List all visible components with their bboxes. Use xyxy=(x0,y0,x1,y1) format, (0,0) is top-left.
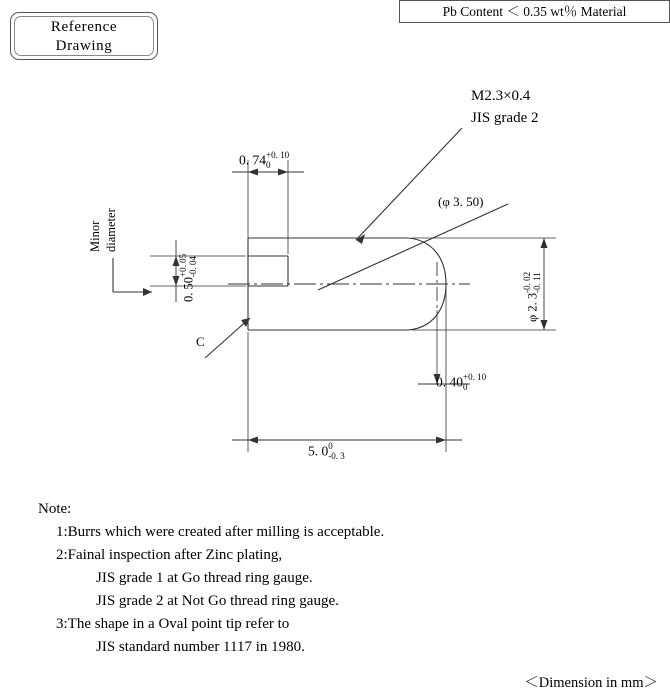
tip-radius-tol-upper: +0. 10 xyxy=(463,372,487,382)
minor-dia-arrow xyxy=(143,288,152,296)
tip-radius-value xyxy=(436,374,486,393)
slot-depth-nominal: 0. 50 xyxy=(181,277,196,302)
thread-spec-line1: M2.3×0.4 xyxy=(471,88,531,104)
tip-radius-nominal: 0. 40 xyxy=(436,374,463,390)
head-dia-leader xyxy=(318,204,508,290)
dimension-unit-note: ＜Dimension in mm＞ xyxy=(524,675,658,691)
slot-depth-tolerance xyxy=(179,254,198,277)
slot-width-tolerance xyxy=(266,151,289,170)
note-item-2b: JIS grade 2 at Not Go thread ring gauge. xyxy=(96,593,339,609)
pb-content-box: Pb Content ＜ 0.35 wt％ Material xyxy=(399,0,670,23)
overall-length-tol-upper: 0 xyxy=(328,441,333,451)
dim-arrow-len-right xyxy=(436,437,446,444)
slot-width-tol-lower: 0 xyxy=(266,159,271,170)
minor-diameter-line2: diameter xyxy=(104,208,118,252)
major-dia-nominal: φ 2. 3 xyxy=(525,292,540,322)
notes-block xyxy=(38,498,638,659)
slot-depth-tol-upper: +0. 05 xyxy=(178,253,188,277)
dim-arrow-dia-top xyxy=(541,238,548,248)
reference-drawing-line2: Drawing xyxy=(55,38,113,54)
thread-spec-line2: JIS grade 2 xyxy=(471,110,539,126)
note-item-2a: JIS grade 1 at Go thread ring gauge. xyxy=(96,570,313,586)
head-dia-ref-label: (φ 3. 50) xyxy=(438,194,484,209)
chamfer-label: C xyxy=(196,334,205,349)
major-dia-tol-upper: -0. 02 xyxy=(522,271,532,293)
minor-diameter-line1: Minor xyxy=(88,220,102,252)
note-item-1: 1:Burrs which were created after milling is acceptable. xyxy=(56,524,385,540)
slot-width-tol-upper: +0. 10 xyxy=(266,150,290,160)
thread-spec-leader xyxy=(356,128,462,240)
tip-radius-tol-lower: 0 xyxy=(463,381,468,392)
reference-drawing-line1: Reference xyxy=(50,19,118,35)
overall-length-value xyxy=(308,443,345,462)
note-item-3a: JIS standard number 1117 in 1980. xyxy=(96,639,305,655)
note-item-3: 3:The shape in a Oval point tip refer to xyxy=(56,616,290,632)
overall-length-nominal: 5. 0 xyxy=(308,443,329,459)
overall-length-tol-lower: -0. 3 xyxy=(328,450,345,461)
notes-title: Note: xyxy=(38,501,72,517)
major-dia-tolerance xyxy=(523,272,542,293)
overall-length-tolerance xyxy=(328,442,345,461)
major-dia-value xyxy=(524,272,543,322)
note-item-2: 2:Fainal inspection after Zinc plating, xyxy=(56,547,283,563)
slot-depth-tol-lower: -0. 04 xyxy=(187,256,198,277)
reference-drawing-label xyxy=(11,18,157,56)
slot-depth-value xyxy=(180,254,199,302)
tip-radius-tolerance xyxy=(463,373,486,392)
dim-arrow-depth-bottom xyxy=(173,276,180,286)
chamfer-leader xyxy=(205,318,250,358)
slot-width-value xyxy=(239,152,289,171)
major-dia-tol-lower: -0. 11 xyxy=(531,272,542,293)
slot-width-nominal: 0. 74 xyxy=(239,152,266,168)
reference-drawing-box xyxy=(10,12,158,60)
chamfer-arrow xyxy=(241,318,250,327)
dim-arrow-len-left xyxy=(248,437,258,444)
